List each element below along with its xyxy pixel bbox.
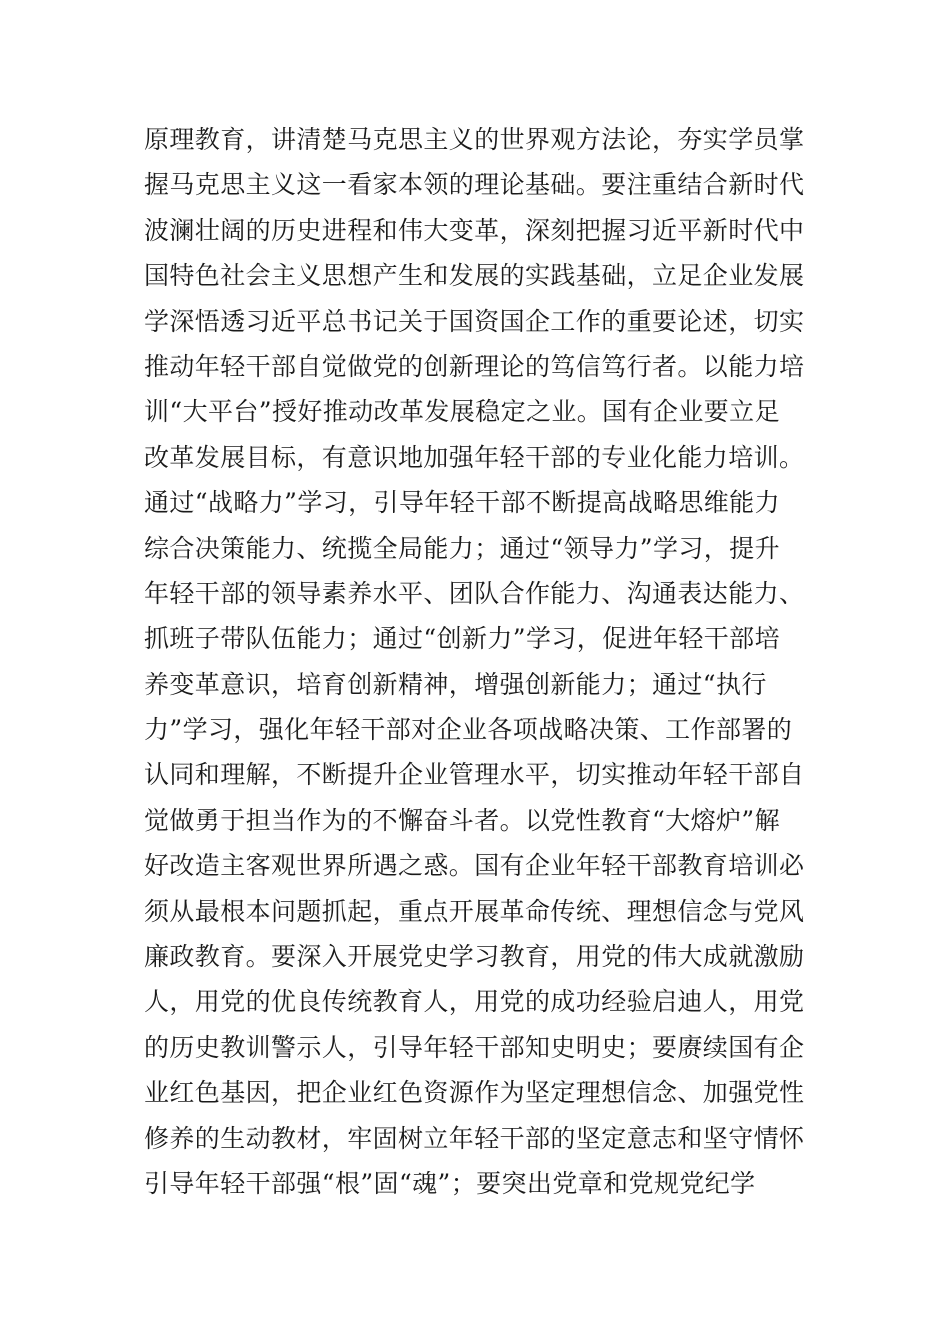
text-line: 学深悟透习近平总书记关于国资国企工作的重要论述，切实	[144, 306, 805, 336]
text-line: 认同和理解，不断提升企业管理水平，切实推动年轻干部自	[144, 760, 805, 790]
text-line: 引导年轻干部强“根”固“魂”；要突出党章和党规党纪学	[144, 1168, 756, 1198]
text-line: 力”学习，强化年轻干部对企业各项战略决策、工作部署的	[144, 715, 793, 745]
text-line: 抓班子带队伍能力；通过“创新力”学习，促进年轻干部培	[144, 624, 780, 654]
text-line: 波澜壮阔的历史进程和伟大变革，深刻把握习近平新时代中	[144, 215, 805, 245]
text-line: 须从最根本问题抓起，重点开展革命传统、理想信念与党风	[144, 896, 805, 926]
text-line: 人，用党的优良传统教育人，用党的成功经验启迪人，用党	[144, 987, 805, 1017]
text-line: 原理教育，讲清楚马克思主义的世界观方法论，夯实学员掌	[144, 125, 805, 154]
text-line: 年轻干部的领导素养水平、团队合作能力、沟通表达能力、	[144, 578, 805, 608]
text-line: 廉政教育。要深入开展党史学习教育，用党的伟大成就激励	[144, 942, 805, 972]
text-line: 的历史教训警示人，引导年轻干部知史明史；要赓续国有企	[144, 1032, 805, 1062]
text-line: 修养的生动教材，牢固树立年轻干部的坚定意志和坚守情怀	[144, 1123, 805, 1153]
text-line: 觉做勇于担当作为的不懈奋斗者。以党性教育“大熔炉”解	[144, 805, 780, 835]
text-line: 改革发展目标，有意识地加强年轻干部的专业化能力培训。	[144, 442, 805, 472]
body-text	[144, 117, 814, 1206]
text-line: 训“大平台”授好推动改革发展稳定之业。国有企业要立足	[144, 397, 780, 427]
text-line: 国特色社会主义思想产生和发展的实践基础，立足企业发展	[144, 261, 805, 291]
text-line: 业红色基因，把企业红色资源作为坚定理想信念、加强党性	[144, 1078, 805, 1108]
text-line: 综合决策能力、统揽全局能力；通过“领导力”学习，提升	[144, 533, 780, 563]
text-line: 推动年轻干部自觉做党的创新理论的笃信笃行者。以能力培	[144, 351, 805, 381]
text-line: 握马克思主义这一看家本领的理论基础。要注重结合新时代	[144, 170, 805, 200]
text-line: 好改造主客观世界所遇之惑。国有企业年轻干部教育培训必	[144, 851, 805, 881]
text-line: 通过“战略力”学习，引导年轻干部不断提高战略思维能力	[144, 488, 780, 518]
text-line: 养变革意识，培育创新精神，增强创新能力；通过“执行	[144, 669, 767, 699]
